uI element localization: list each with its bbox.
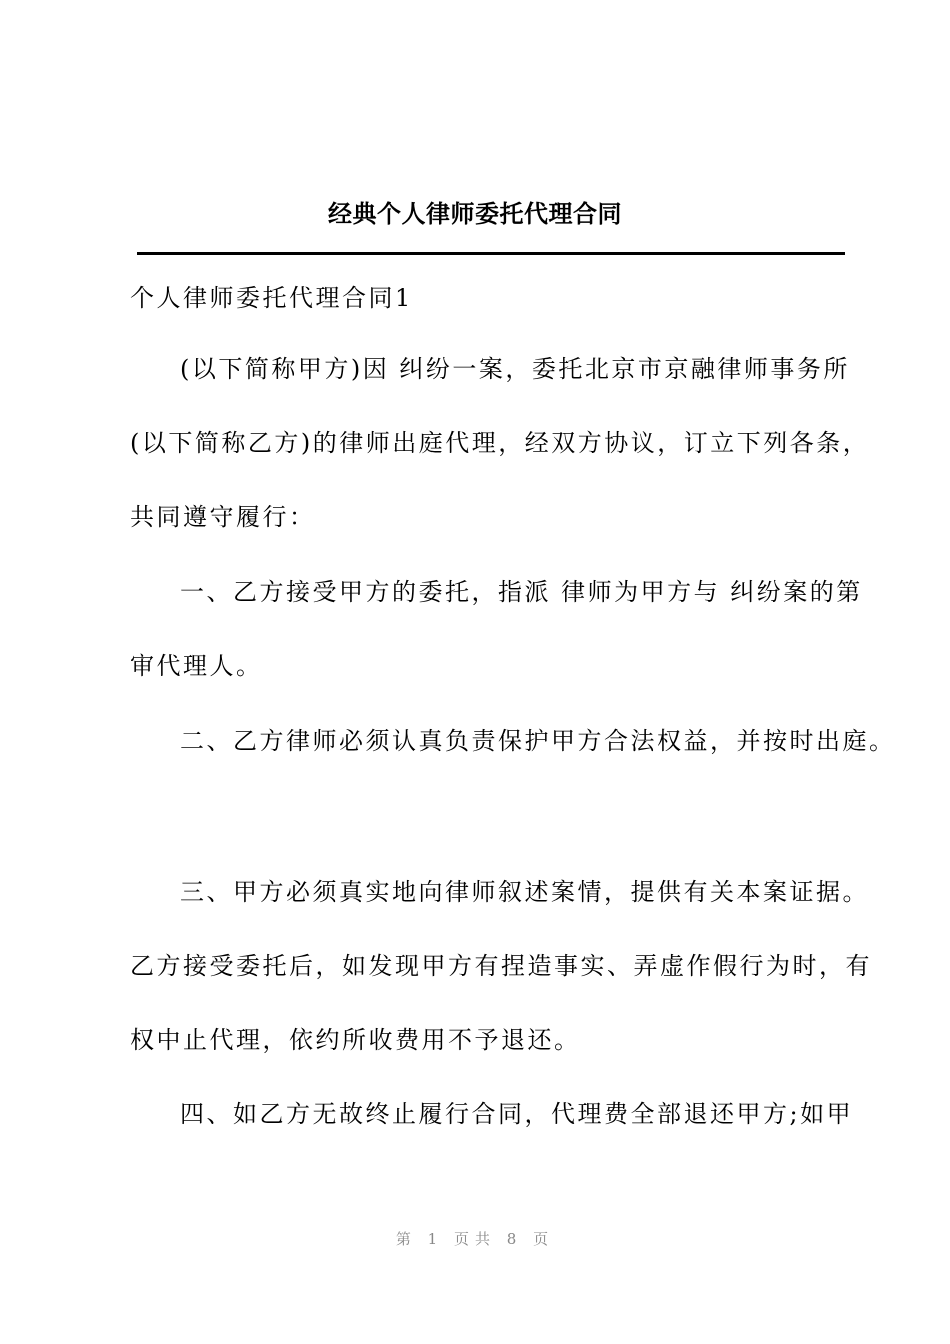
paragraph-line: (以下简称乙方)的律师出庭代理，经双方协议，订立下列各条，	[130, 429, 870, 457]
page-title: 经典个人律师委托代理合同	[328, 200, 622, 228]
paragraph-line: 权中止代理，依约所收费用不予退还。	[130, 1026, 581, 1054]
paragraph-line: (以下简称甲方)因 纠纷一案，委托北京市京融律师事务所	[180, 355, 850, 383]
document-subtitle: 个人律师委托代理合同1	[130, 284, 413, 312]
page-number-footer: 第 1 页共 8 页	[395, 1230, 555, 1248]
title-underline	[137, 252, 845, 255]
paragraph-line: 四、如乙方无故终止履行合同，代理费全部退还甲方;如甲	[180, 1100, 854, 1128]
paragraph-line: 乙方接受委托后，如发现甲方有捏造事实、弄虚作假行为时，有	[130, 952, 872, 980]
paragraph-line: 一、乙方接受甲方的委托，指派 律师为甲方与 纠纷案的第	[180, 578, 863, 606]
paragraph-line: 审代理人。	[130, 652, 263, 680]
paragraph-line: 共同遵守履行：	[130, 503, 316, 531]
paragraph-line: 二、乙方律师必须认真负责保护甲方合法权益，并按时出庭。	[180, 727, 896, 755]
paragraph-line: 三、甲方必须真实地向律师叙述案情，提供有关本案证据。	[180, 878, 869, 906]
